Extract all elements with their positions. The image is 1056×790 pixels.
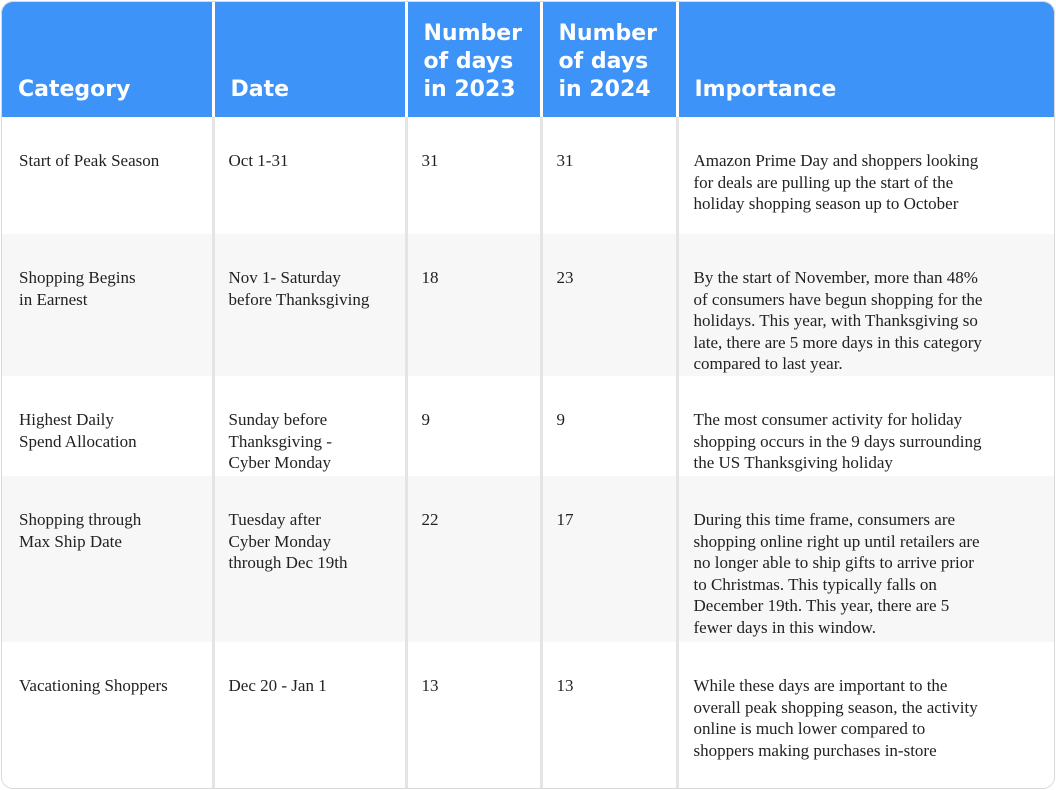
- cell-days-2024: 31: [541, 117, 677, 234]
- cell-category: Shopping Begins in Earnest: [19, 268, 136, 309]
- table-row: [2, 476, 1054, 642]
- cell-days-2024: 17: [541, 476, 677, 642]
- cell-date: Sunday before Thanksgiving - Cyber Monday: [213, 376, 406, 476]
- cell-category: Vacationing Shoppers: [19, 676, 168, 695]
- cell-days-2023: 31: [406, 117, 541, 234]
- cell-days-2023: 18: [406, 234, 541, 376]
- cell-days-2024: 23: [541, 234, 677, 376]
- cell-days-2024: 13: [541, 642, 677, 788]
- table-header: [2, 2, 1054, 117]
- header-days-2023: Number of days in 2023: [406, 2, 541, 117]
- cell-category: Start of Peak Season: [19, 151, 160, 170]
- cell-days-2024: 9: [541, 376, 677, 476]
- cell-date: Nov 1- Saturday before Thanksgiving: [213, 234, 406, 376]
- holiday-shopping-table-container: [1, 1, 1055, 789]
- cell-importance: By the start of November, more than 48% of consumers have begun shopping for the holidays. This year, with Thanksgiving so late, there are 5 more days in this category compared to last year.: [677, 234, 1054, 376]
- cell-importance: While these days are important to the overall peak shopping season, the activity online is much lower compared to shoppers making purchases in-store: [677, 642, 1054, 788]
- cell-date: Dec 20 - Jan 1: [213, 642, 406, 788]
- cell-category: Highest Daily Spend Allocation: [19, 410, 137, 451]
- table-row: [2, 117, 1054, 234]
- table-body: [2, 117, 1054, 788]
- header-date: Date: [213, 2, 406, 117]
- cell-date: Tuesday after Cyber Monday through Dec 19th: [213, 476, 406, 642]
- cell-days-2023: 9: [406, 376, 541, 476]
- header-row: [2, 2, 1054, 117]
- cell-days-2023: 22: [406, 476, 541, 642]
- header-importance: Importance: [677, 2, 1054, 117]
- cell-days-2023: 13: [406, 642, 541, 788]
- holiday-shopping-table: [2, 2, 1054, 788]
- table-row: [2, 234, 1054, 376]
- cell-importance: The most consumer activity for holiday shopping occurs in the 9 days surrounding the US Thanksgiving holiday: [677, 376, 1054, 476]
- table-row: [2, 642, 1054, 788]
- header-days-2024: Number of days in 2024: [541, 2, 677, 117]
- cell-importance: During this time frame, consumers are shopping online right up until retailers are no longer able to ship gifts to arrive prior to Christmas. This typically falls on December 19th. This year, there are 5 fewer days in this window.: [677, 476, 1054, 642]
- cell-date: Oct 1-31: [213, 117, 406, 234]
- table-row: [2, 376, 1054, 476]
- cell-category: Shopping through Max Ship Date: [19, 510, 142, 551]
- cell-importance: Amazon Prime Day and shoppers looking for deals are pulling up the start of the holiday shopping season up to October: [677, 117, 1054, 234]
- header-category: Category: [2, 2, 213, 117]
